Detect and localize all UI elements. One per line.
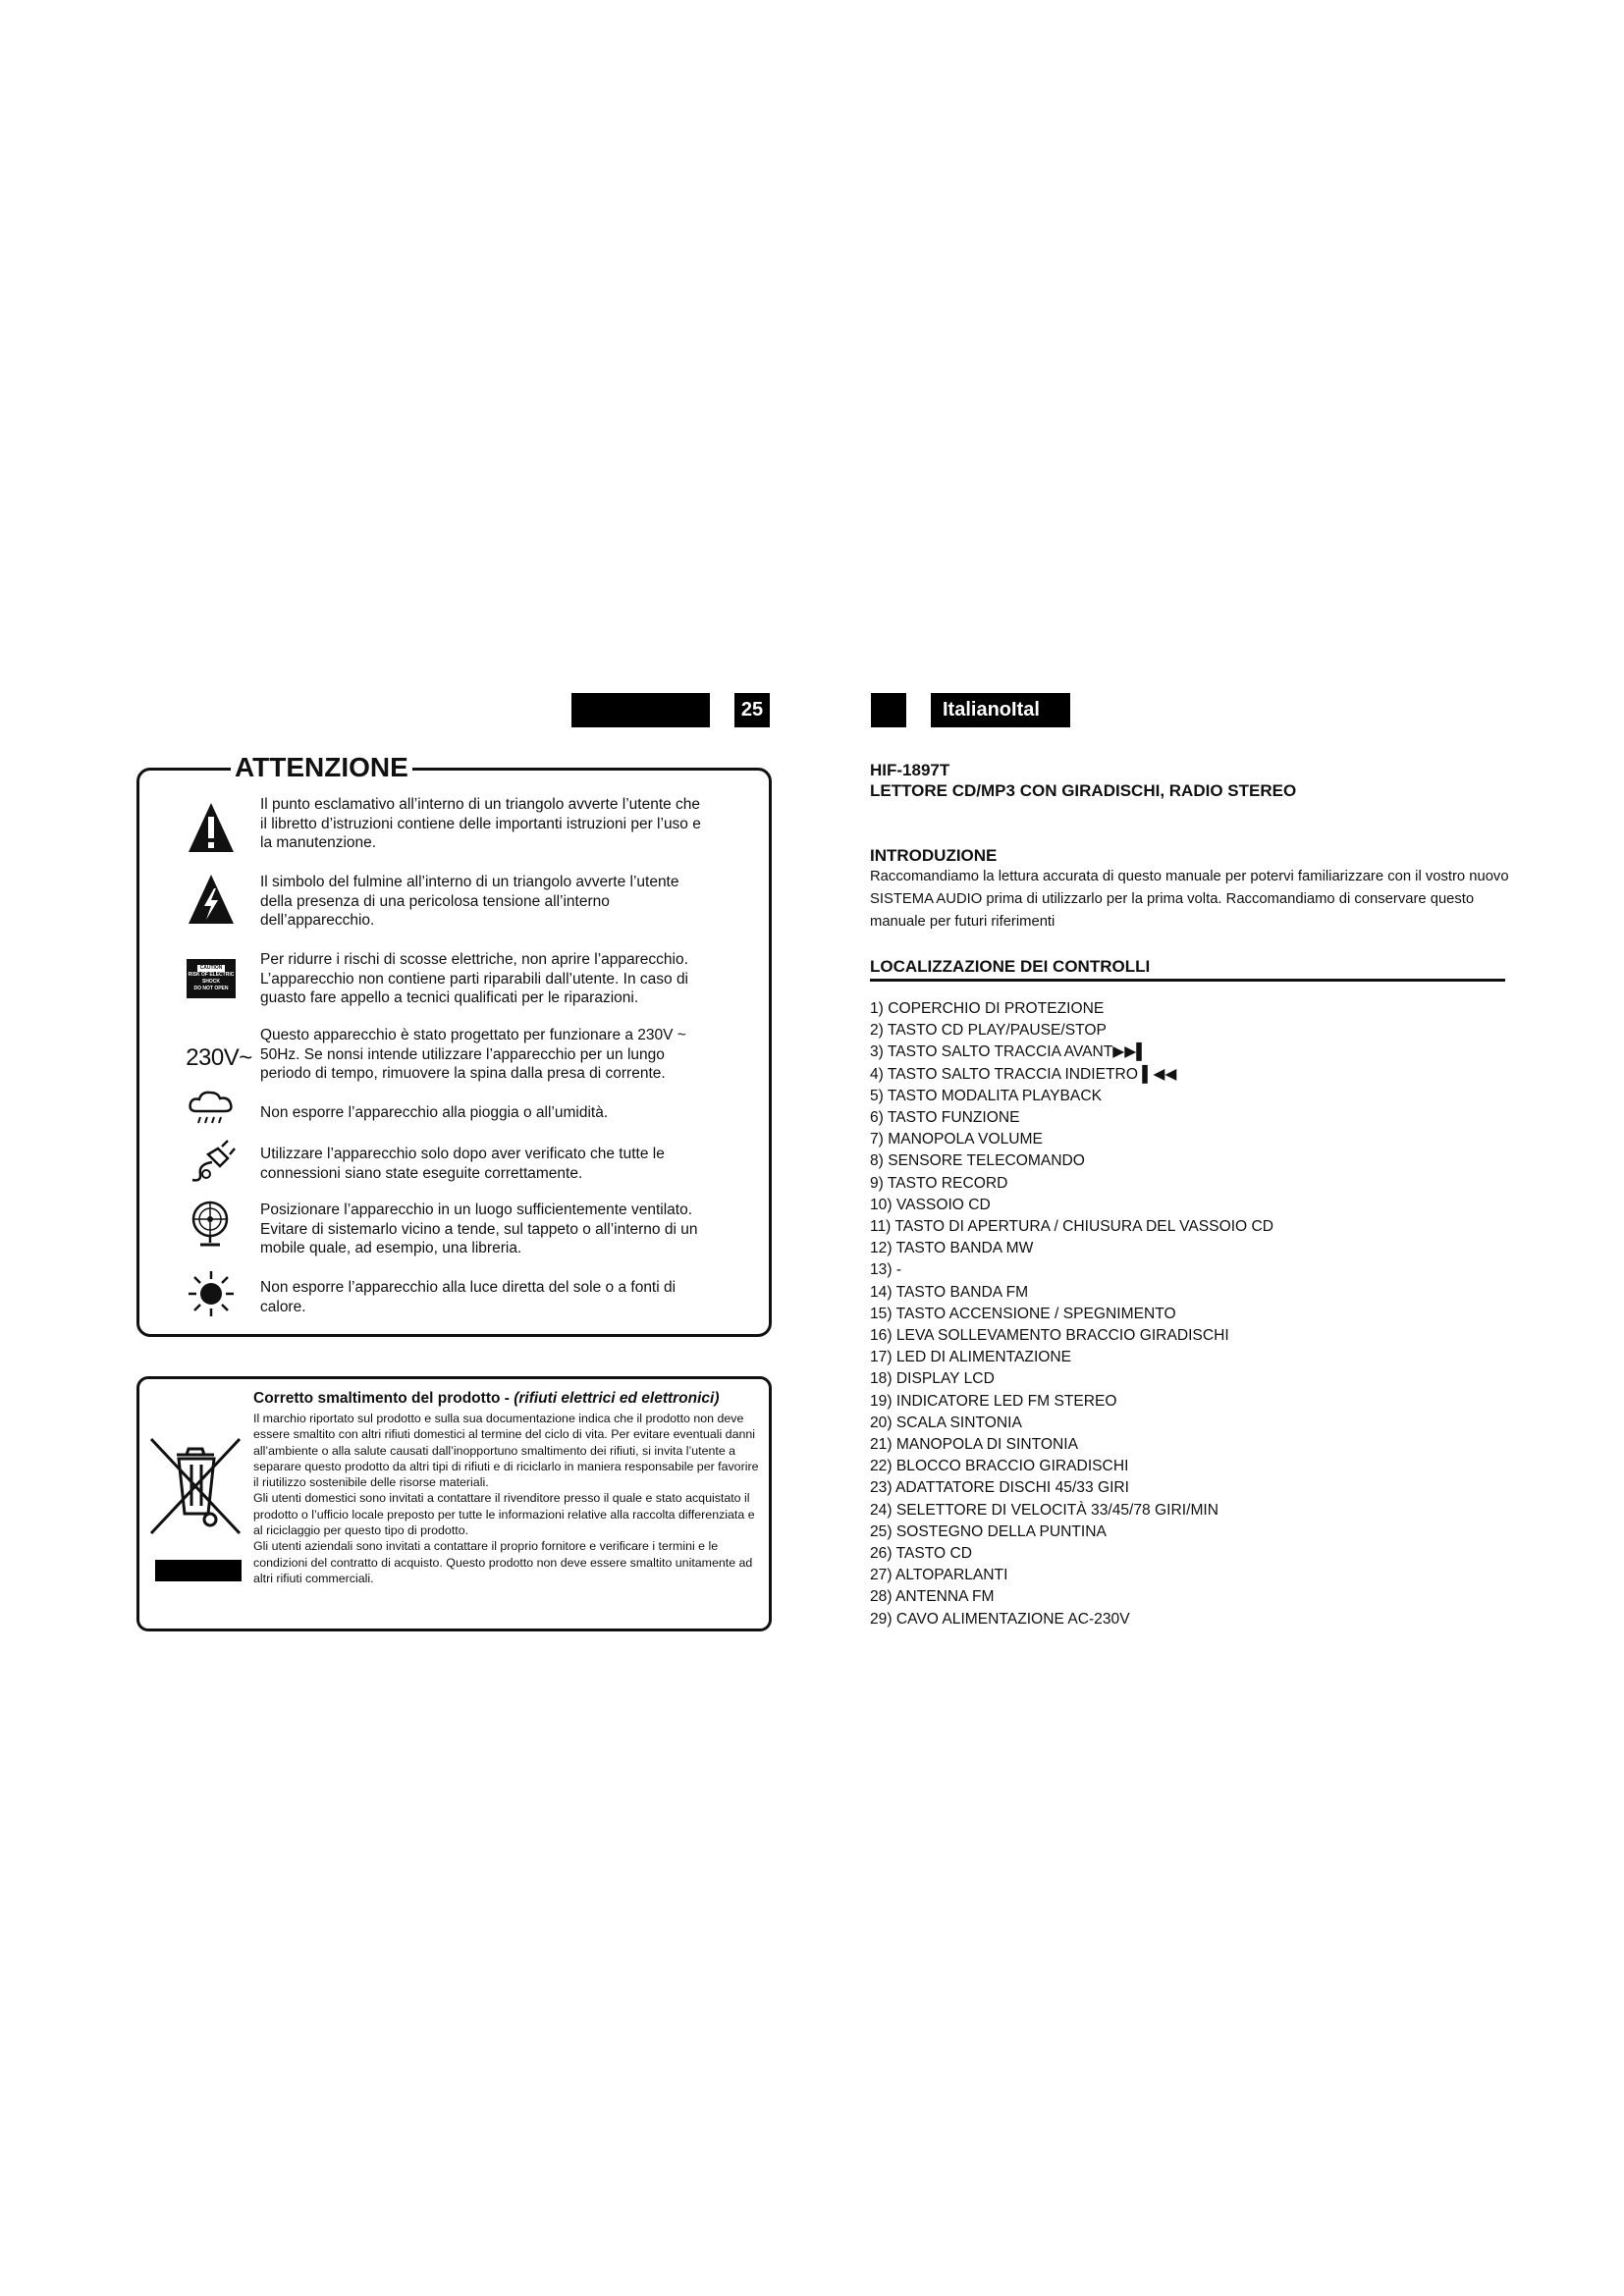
control-item: 14) TASTO BANDA FM bbox=[870, 1283, 1029, 1301]
weee-bin-icon bbox=[147, 1435, 244, 1538]
disposal-body bbox=[253, 1411, 760, 1586]
control-item: 3) TASTO SALTO TRACCIA AVANT▶▶▌ bbox=[870, 1043, 1148, 1061]
language-tab: ItalianoItal bbox=[931, 693, 1070, 727]
voltage-symbol: 230V~ bbox=[186, 1044, 252, 1071]
control-item: 21) MANOPOLA DI SINTONIA bbox=[870, 1436, 1079, 1454]
control-item: 12) TASTO BANDA MW bbox=[870, 1240, 1034, 1257]
control-item: 22) BLOCCO BRACCIO GIRADISCHI bbox=[870, 1458, 1129, 1475]
control-item: 17) LED DI ALIMENTAZIONE bbox=[870, 1349, 1072, 1366]
control-item: 7) MANOPOLA VOLUME bbox=[870, 1131, 1043, 1148]
disposal-paragraph-1: Il marchio riportato sul prodotto e sulla sua documentazione indica che il prodotto non deve essere smaltito con altri rifiuti domestici al termine del ciclo di vita. Per evitare eventuali danni all’ambiente o alla salute causati dall’inopportuno smaltimento dei rifiuti, si invita l’utente a separare questo prodotto da altri tipi di rifiuti e di riciclarlo in maniera responsabile per favorire il riutilizzo sostenibile delle risorse materiali. bbox=[253, 1412, 759, 1490]
control-item: 4) TASTO SALTO TRACCIA INDIETRO ▌◀◀ bbox=[870, 1065, 1177, 1083]
warning-text-6: Utilizzare l’apparecchio solo dopo aver verificato che tutte le connessioni siano state eseguite correttamente. bbox=[260, 1146, 665, 1182]
control-item: 19) INDICATORE LED FM STEREO bbox=[870, 1392, 1117, 1410]
control-item: 8) SENSORE TELECOMANDO bbox=[870, 1152, 1085, 1170]
control-item: 26) TASTO CD bbox=[870, 1545, 972, 1563]
control-item: 9) TASTO RECORD bbox=[870, 1174, 1008, 1192]
control-item: 16) LEVA SOLLEVAMENTO BRACCIO GIRADISCHI bbox=[870, 1327, 1229, 1345]
disposal-paragraph-2: Gli utenti domestici sono invitati a contattare il rivenditore presso il quale e stato acquistato il prodotto o l’ufficio locale preposto per tutte le informazioni relative alla raccolta differenziata e al riciclaggio per questo tipo di prodotto. bbox=[253, 1491, 755, 1538]
warning-items bbox=[0, 0, 805, 1374]
exclamation-triangle-icon bbox=[187, 799, 236, 856]
control-item: 20) SCALA SINTONIA bbox=[870, 1414, 1022, 1431]
ventilation-fan-icon bbox=[189, 1200, 232, 1249]
plug-icon bbox=[189, 1139, 236, 1186]
caution-label-icon bbox=[187, 957, 236, 1000]
control-item: 11) TASTO DI APERTURA / CHIUSURA DEL VASSOIO CD bbox=[870, 1218, 1274, 1236]
control-item: 2) TASTO CD PLAY/PAUSE/STOP bbox=[870, 1022, 1107, 1040]
voltage-230v-icon bbox=[185, 1042, 253, 1074]
rain-cloud-icon bbox=[187, 1088, 236, 1129]
header-black-square bbox=[871, 693, 906, 727]
intro-heading: INTRODUZIONE bbox=[870, 846, 998, 865]
controls-list bbox=[870, 998, 1557, 1630]
warning-title: ATTENZIONE bbox=[231, 753, 412, 782]
control-item: 1) COPERCHIO DI PROTEZIONE bbox=[870, 1000, 1105, 1017]
control-item: 6) TASTO FUNZIONE bbox=[870, 1109, 1020, 1127]
control-item: 10) VASSOIO CD bbox=[870, 1196, 991, 1213]
disposal-paragraph-3: Gli utenti aziendali sono invitati a contattare il proprio fornitore e verificare i termini e le condizioni del contratto di acquisto. Questo prodotto non deve essere smaltito unitamente ad altri rifiuti commerciali. bbox=[253, 1539, 753, 1585]
disposal-title-main: Corretto smaltimento del prodotto - bbox=[253, 1390, 514, 1407]
weee-underline-bar bbox=[155, 1560, 242, 1581]
control-item: 23) ADATTATORE DISCHI 45/33 GIRI bbox=[870, 1479, 1130, 1497]
warning-text-2: Il simbolo del fulmine all’interno di un triangolo avverte l’utente della presenza di una pericolosa tensione all’interno dell’apparecchio. bbox=[260, 874, 679, 929]
disposal-title bbox=[253, 1390, 720, 1408]
warning-text-7: Posizionare l’apparecchio in un luogo sufficientemente ventilato. Evitare di sistemarlo vicino a tende, sul tappeto o all’interno di un mobile quale, ad esempio, una libreria. bbox=[260, 1201, 698, 1256]
warning-text-5: Non esporre l’apparecchio alla pioggia o all’umidità. bbox=[260, 1104, 609, 1121]
control-item: 18) DISPLAY LCD bbox=[870, 1370, 995, 1388]
model-title: HIF-1897T bbox=[870, 761, 950, 779]
caution-label-line1: CAUTION bbox=[197, 965, 226, 972]
control-item: 13) - bbox=[870, 1261, 902, 1279]
caution-label-line2: RISK OF ELECTRIC SHOCK bbox=[188, 972, 235, 985]
warning-text-8: Non esporre l’apparecchio alla luce diretta del sole o a fonti di calore. bbox=[260, 1279, 677, 1315]
control-item: 29) CAVO ALIMENTAZIONE AC-230V bbox=[870, 1610, 1130, 1628]
warning-text-1: Il punto esclamativo all’interno di un triangolo avverte l’utente che il libretto d’istruzioni contiene delle importanti istruzioni per l’uso e la manutenzione. bbox=[260, 796, 701, 851]
sun-icon bbox=[187, 1269, 236, 1318]
controls-heading-rule bbox=[870, 979, 1505, 982]
controls-heading: LOCALIZZAZIONE DEI CONTROLLI bbox=[870, 957, 1151, 976]
control-item: 27) ALTOPARLANTI bbox=[870, 1567, 1008, 1584]
disposal-title-italic: (rifiuti elettrici ed elettronici) bbox=[514, 1390, 720, 1407]
control-item: 24) SELETTORE DI VELOCITÀ 33/45/78 GIRI/MIN bbox=[870, 1501, 1219, 1519]
caution-label-line3: DO NOT OPEN bbox=[193, 986, 229, 991]
warning-text-3: Per ridurre i rischi di scosse elettriche, non aprire l’apparecchio. L’apparecchio non contiene parti riparabili dall’utente. In caso di guasto fare appello a tecnici qualificati per le riparazioni. bbox=[260, 951, 689, 1006]
page-number: 25 bbox=[734, 693, 770, 727]
warning-text-4: Questo apparecchio è stato progettato per funzionare a 230V ~ 50Hz. Se nonsi intende utilizzare l’apparecchio per un lungo periodo di tempo, rimuovere la spina dalla presa di corrente. bbox=[260, 1027, 686, 1082]
intro-text: Raccomandiamo la lettura accurata di questo manuale per potervi familiarizzare con il vostro nuovo SISTEMA AUDIO prima di utilizzarlo per la prima volta. Raccomandiamo di conservare questo manuale per futuri riferimenti bbox=[870, 869, 1509, 930]
control-item: 15) TASTO ACCENSIONE / SPEGNIMENTO bbox=[870, 1305, 1176, 1322]
control-item: 28) ANTENNA FM bbox=[870, 1588, 995, 1606]
control-item: 5) TASTO MODALITA PLAYBACK bbox=[870, 1087, 1102, 1104]
lightning-triangle-icon bbox=[187, 872, 236, 927]
control-item: 25) SOSTEGNO DELLA PUNTINA bbox=[870, 1522, 1107, 1540]
product-subtitle: LETTORE CD/MP3 CON GIRADISCHI, RADIO STEREO bbox=[870, 781, 1297, 800]
